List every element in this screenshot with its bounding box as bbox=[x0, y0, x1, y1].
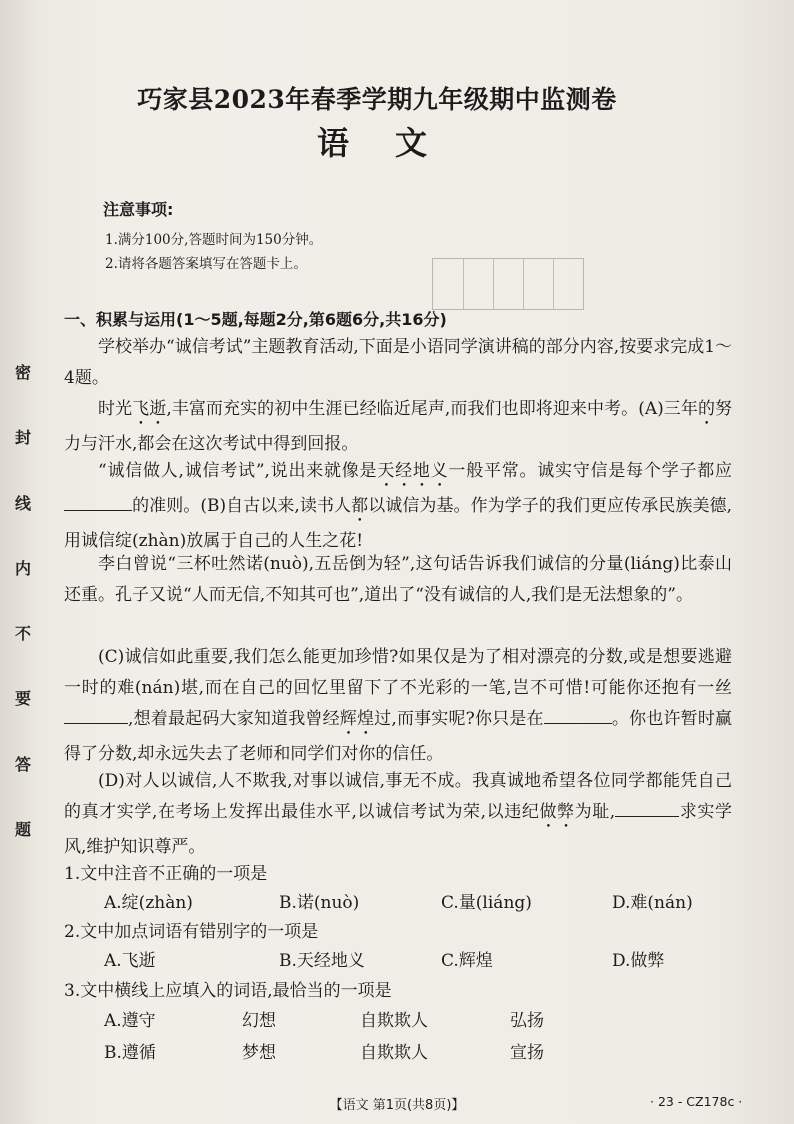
paper-code: · 23 - CZ178c · bbox=[650, 1094, 743, 1109]
option-b[interactable]: B.遵循 bbox=[104, 1043, 156, 1063]
option-b-word: 宣扬 bbox=[510, 1043, 544, 1063]
question-stem: 3.文中横线上应填入的词语,最恰当的一项是 bbox=[64, 981, 392, 1001]
notice-item: 1.满分100分,答题时间为150分钟。 bbox=[105, 232, 323, 248]
option-b-word: 梦想 bbox=[242, 1043, 276, 1063]
binding-char: 封 bbox=[14, 428, 31, 448]
binding-char: 答 bbox=[14, 754, 31, 774]
subject-title: 语文 bbox=[316, 124, 473, 162]
dotted-word: 飞逝 bbox=[132, 399, 167, 419]
fill-blank bbox=[64, 492, 132, 511]
binding-char: 密 bbox=[14, 363, 31, 382]
binding-char: 要 bbox=[14, 689, 31, 709]
exam-title: 巧家县2023年春季学期九年级期中监测卷 bbox=[137, 85, 617, 114]
option-a-word: 幻想 bbox=[242, 1011, 276, 1031]
question-stem: 2.文中加点词语有错别字的一项是 bbox=[64, 922, 319, 942]
option-d[interactable]: D.难(nán) bbox=[612, 893, 693, 913]
intro-paragraph: 学校举办“诚信考试”主题教育活动,下面是小语同学演讲稿的部分内容,按要求完成1～4题。 bbox=[64, 337, 733, 388]
option-a-word: 弘扬 bbox=[510, 1011, 544, 1031]
fill-blank bbox=[615, 798, 679, 817]
option-a[interactable]: A.绽(zhàn) bbox=[104, 893, 193, 913]
binding-char: 不 bbox=[14, 624, 31, 644]
dotted-word: 辉煌 bbox=[339, 709, 375, 729]
binding-char: 内 bbox=[14, 558, 31, 578]
passage-paragraph: 李白曾说“三杯吐然诺(nuò),五岳倒为轻”,这句话告诉我们诚信的分量(liáng)比泰山还重。孔子又说“人而无信,不知其可也”,道出了“没有诚信的人,我们是无法想象的”。 bbox=[64, 554, 732, 605]
dotted-word: 做弊 bbox=[539, 802, 575, 822]
notice-item: 2.请将各题答案填写在答题卡上。 bbox=[105, 256, 307, 272]
binding-char: 线 bbox=[14, 493, 31, 513]
option-a[interactable]: A.飞逝 bbox=[104, 951, 156, 971]
section-title: 一、积累与运用(1～5题,每题2分,第6题6分,共16分) bbox=[64, 310, 447, 329]
bleed-grid bbox=[432, 258, 584, 310]
binding-margin bbox=[10, 360, 36, 840]
passage-paragraph: (C)诚信如此重要,我们怎么能更加珍惜?如果仅是为了相对漂亮的分数,或是想要逃避一时的难(nán)堪,而在自己的回忆里留下了不光彩的一笔,岂不可惜!可能你还抱有一丝,想着最起码大家知道我曾经辉煌过,而事实呢?你只是在 。你也许暂时赢得了分数,却永远失去了老师和同学们对你的信任。 bbox=[64, 647, 733, 764]
option-b[interactable]: B.天经地义 bbox=[279, 951, 365, 971]
binding-char: 题 bbox=[14, 819, 31, 839]
fill-blank bbox=[544, 705, 612, 724]
passage-paragraph: 时光飞逝,丰富而充实的初中生涯已经临近尾声,而我们也即将迎来中考。(A)三年的努力与汗水,都会在这次考试中得到回报。 bbox=[64, 399, 733, 454]
option-d[interactable]: D.做弊 bbox=[612, 951, 665, 971]
dotted-word: 天经地义 bbox=[377, 461, 449, 481]
fill-blank bbox=[64, 705, 128, 724]
passage-paragraph: (D)对人以诚信,人不欺我,对事以诚信,事无不成。我真诚地希望各位同学都能凭自己的真才实学,在考场上发挥出最佳水平,以诚信考试为荣,以违纪做弊为耻, 求实学风,维护知识尊严。 bbox=[64, 771, 732, 857]
page-footer: 【语文 第1页(共8页)】 bbox=[329, 1098, 465, 1113]
option-c[interactable]: C.辉煌 bbox=[441, 951, 493, 971]
option-c[interactable]: C.量(liáng) bbox=[441, 893, 532, 913]
option-a-word: 自欺欺人 bbox=[360, 1011, 428, 1031]
option-b[interactable]: B.诺(nuò) bbox=[279, 893, 360, 913]
option-b-word: 自欺欺人 bbox=[360, 1043, 428, 1063]
question-stem: 1.文中注音不正确的一项是 bbox=[64, 864, 268, 884]
notice-heading: 注意事项: bbox=[103, 200, 174, 219]
passage-paragraph: “诚信做人,诚信考试”,说出来就像是天经地义一般平常。诚实守信是每个学子都应的准则。(B)自古以来,读书人都以诚信为基。作为学子的我们更应传承民族美德,用诚信绽(zhàn)放属于自己的人生之花! bbox=[64, 461, 733, 551]
option-a[interactable]: A.遵守 bbox=[104, 1011, 156, 1031]
